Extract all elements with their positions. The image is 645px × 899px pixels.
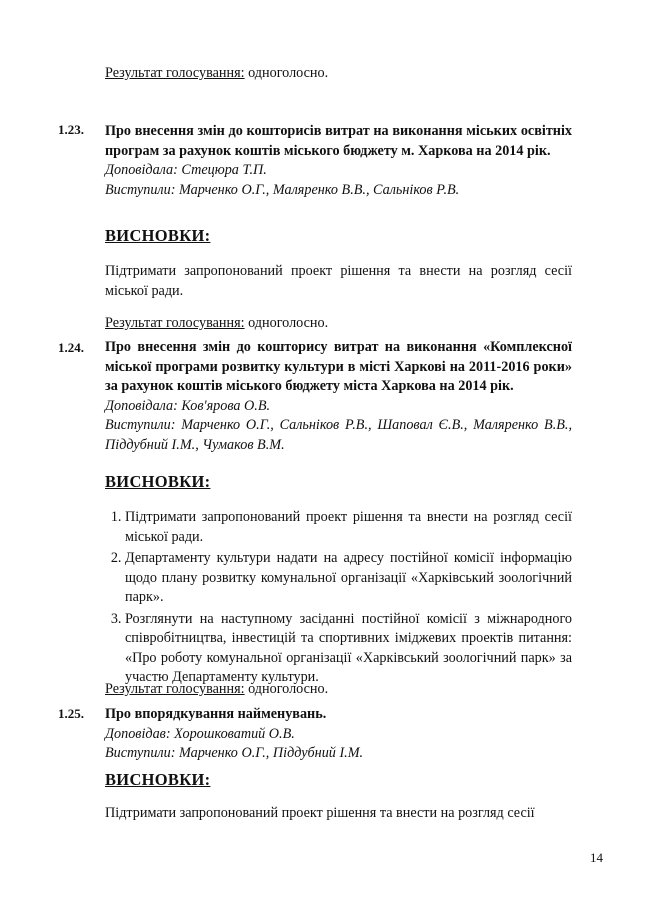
item-title: Про впорядкування найменувань.: [105, 706, 327, 722]
item-1-23: [105, 122, 572, 200]
vote-result-1-22: [105, 64, 572, 84]
conclusion-item-1: 1. Підтримати запропонований проект рішення та внести на розгляд сесії міської ради.: [125, 508, 572, 547]
conclusion-item-3: 3. Розглянути на наступному засіданні постійної комісії з міжнародного співробітництва, інвестицій та спортивних іміджевих проектів питання: «Про роботу комунальної організації «Харківський зоологічний парк» за участю Департаменту культури.: [125, 610, 572, 688]
conclusions-heading-1-23: ВИСНОВКИ:: [105, 226, 211, 245]
conclusion-text-1-23: Підтримати запропонований проект рішення та внести на розгляд сесії міської ради.: [105, 263, 572, 299]
speaker: Доповідала: Стецюра Т.П.: [105, 162, 267, 178]
speaker: Доповідав: Хорошковатий О.В.: [105, 725, 295, 742]
vote-label: Результат голосування:: [105, 681, 245, 697]
item-1-25: [105, 705, 572, 764]
conclusion-text-1-25: Підтримати запропонований проект рішення та внести на розгляд сесії: [105, 805, 535, 821]
conclusions-list-1-24: [105, 508, 572, 690]
conclusions-heading-1-24: ВИСНОВКИ:: [105, 472, 211, 491]
discussants: Виступили: Марченко О.Г., Піддубний І.М.: [105, 745, 364, 761]
item-number-1-25: 1.25.: [58, 706, 84, 721]
speaker: Доповідала: Ков'ярова О.В.: [105, 397, 271, 414]
item-title: Про внесення змін до кошторису витрат на виконання «Комплексної міської програми розвитку культури в місті Харкові на 2011-2016 роки» за рахунок коштів міського бюджету міста Харкова на 2014 рік.: [105, 339, 572, 394]
discussants: Виступили: Марченко О.Г., Сальніков Р.В., Шаповал Є.В., Маляренко В.В., Піддубний І.М., Чумаков В.М.: [105, 417, 572, 453]
discussants: Виступили: Марченко О.Г., Маляренко В.В., Сальніков Р.В.: [105, 181, 460, 198]
vote-value: одноголосно.: [248, 315, 329, 331]
item-number-1-24: 1.24.: [58, 340, 84, 355]
item-number-1-23: 1.23.: [58, 122, 84, 137]
item-1-24: [105, 338, 572, 455]
vote-result-1-24: [105, 680, 572, 700]
vote-value: одноголосно.: [248, 65, 329, 81]
page-number: 14: [590, 850, 603, 865]
conclusion-item-2: 2. Департаменту культури надати на адресу постійної комісії інформацію щодо плану розвитку комунальної організації «Харківський зоологічний парк».: [125, 549, 572, 608]
item-title: Про внесення змін до кошторисів витрат на виконання міських освітніх програм за рахунок коштів міського бюджету м. Харкова на 2014 рік.: [105, 123, 572, 159]
vote-label: Результат голосування:: [105, 315, 245, 331]
vote-label: Результат голосування:: [105, 65, 245, 81]
conclusions-heading-1-25: ВИСНОВКИ:: [105, 770, 211, 789]
vote-result-1-23: [105, 314, 572, 334]
vote-value: одноголосно.: [248, 681, 329, 697]
